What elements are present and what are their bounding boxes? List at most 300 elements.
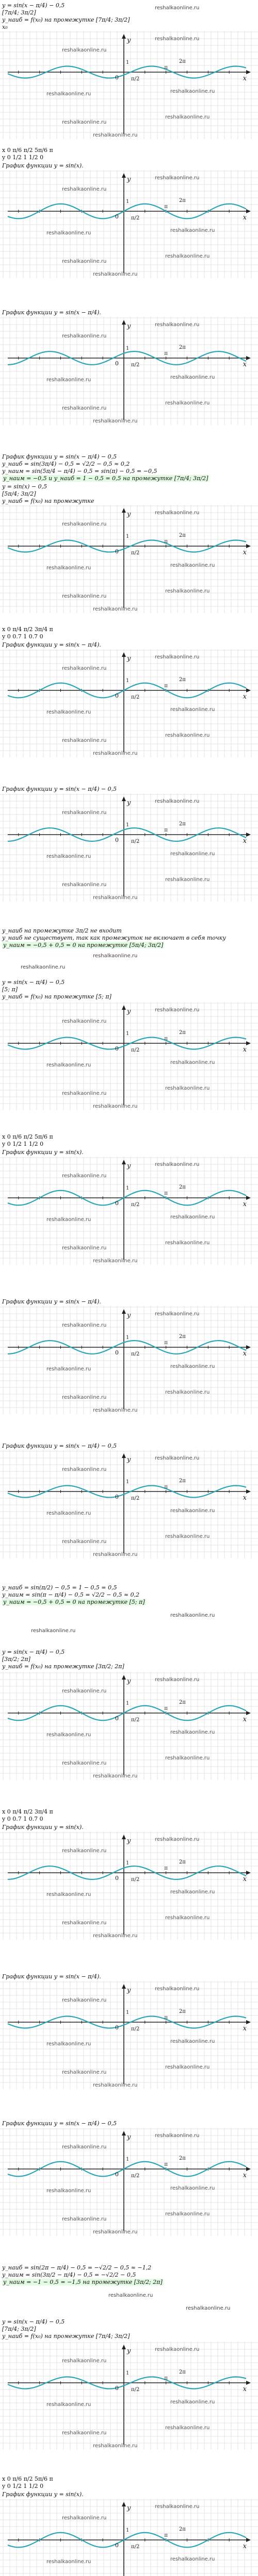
x-axis-arrow [246,2381,251,2385]
watermark: reshalkaonline.ru [170,375,215,380]
grid [0,170,258,278]
answer-line: y_наим = −1 − 0,5 = −1,5 на промежутке [3π/2; 2π] [3,2279,163,2285]
watermark: reshalkaonline.ru [46,565,91,571]
watermark: reshalkaonline.ru [155,1455,200,1461]
y-tick-label: 1 [126,1335,130,1341]
watermark: reshalkaonline.ru [21,964,66,970]
y-axis-label: y [127,1162,131,1170]
origin-label: 0 [115,2542,119,2549]
grid [0,1672,258,1780]
grid [0,1832,258,1940]
y-tick-label: 1 [126,199,130,205]
graph-svg [0,31,258,139]
x-tick-label: π/2 [131,2544,140,2550]
x-tick-label: π [164,1340,168,1346]
x-tick-label: π/2 [131,1351,140,1357]
x-axis-label: x [243,2025,247,2032]
function-graph [0,1157,258,1265]
x-tick-label: 2π [179,1030,186,1036]
y-axis-arrow [122,34,126,39]
y-axis-label: y [127,799,131,807]
function-graph [0,649,258,757]
function-graph [0,170,258,278]
origin-label: 0 [115,1715,119,1722]
note-line: y_наиб на промежутке 3π/2 не входит [2,927,122,934]
origin-label: 0 [115,1875,119,1882]
function-graph [0,2342,258,2450]
x-axis-arrow [246,2167,251,2171]
interval-line: [7π/4; 3π/2] [2,9,36,16]
x-tick-label: 2π [179,1700,186,1705]
watermark: reshalkaonline.ru [155,1986,200,1992]
x-tick-label: 2π [179,2009,186,2014]
watermark: reshalkaonline.ru [62,259,107,264]
x-axis-arrow [246,70,251,74]
watermark: reshalkaonline.ru [46,1511,91,1516]
y-axis-arrow [122,2345,126,2349]
y-axis-arrow [122,652,126,657]
function-graph [0,2128,258,2236]
function-graph [0,1981,258,2089]
function-line: y = sin(x − π/4) − 0,5 [2,2318,65,2325]
watermark: reshalkaonline.ru [62,1245,107,1251]
x-tick-label: 2π [179,677,186,683]
function-graph [0,1002,258,1110]
graph-svg [0,1157,258,1265]
y-axis-label: y [127,323,131,330]
x-tick-label: π/2 [131,1496,140,1501]
watermark: reshalkaonline.ru [62,666,107,671]
graph-svg [0,649,258,757]
x-tick-label: 2π [179,2527,186,2532]
watermark: reshalkaonline.ru [62,1019,107,1024]
watermark: reshalkaonline.ru [155,322,200,328]
x-axis-label: x [243,214,247,222]
graph-caption: График функции y = sin(x − π/4). [2,641,101,648]
x-axis-arrow [246,1041,251,1045]
answer-line: y_наим = −0,5 + 0,5 = 0 на промежутке [5π/4; 3π/2] [3,942,164,948]
watermark: reshalkaonline.ru [62,1760,107,1766]
y-axis-label: y [127,37,131,44]
grid [0,2342,258,2450]
watermark: reshalkaonline.ru [46,2041,91,2047]
value-table-row-x: x 0 π/4 π/2 3π/4 π [2,626,53,633]
x-tick-label: 2π [179,2369,186,2375]
max-value-line: y_наиб = sin(π/2) − 0,5 = 1 − 0,5 = 0,5 [2,1584,117,1591]
x-axis-label: x [243,1046,247,1054]
y-axis-arrow [122,1453,126,1458]
answer-line: y_наим = −0,5 + 0,5 = 0 на промежутке [5; π] [3,1599,145,1605]
watermark: reshalkaonline.ru [62,405,107,411]
grid [0,1306,258,1414]
x-axis-arrow [246,1871,251,1875]
function-graph [0,793,258,902]
x-axis-label: x [243,693,247,701]
x-axis-arrow [246,544,251,548]
origin-label: 0 [115,1494,119,1500]
watermark: reshalkaonline.ru [62,1848,107,1854]
function-graph [0,31,258,139]
x-axis-label: x [243,2543,247,2550]
watermark: reshalkaonline.ru [46,377,91,383]
y-axis-label: y [127,2504,131,2512]
value-table-row-x: x 0 π/6 π/2 5π/6 π [2,2476,53,2482]
graph-svg [0,317,258,425]
watermark: reshalkaonline.ru [62,810,107,816]
max-value-line: y_наиб = sin(3π/4) − 0,5 = √2/2 − 0,5 ≈ 0,2 [2,461,130,467]
x-tick-label: π/2 [131,550,140,556]
watermark: reshalkaonline.ru [93,953,138,959]
x-tick-label: π [164,351,168,357]
value-table-row-y: y 0 0.7 1 0.7 0 [2,633,43,640]
graph-caption: График функции y = sin(x − π/4) − 0,5 [2,786,117,792]
watermark: reshalkaonline.ru [93,1552,138,1557]
x-tick-label: 2π [179,1334,186,1340]
x-axis-label: x [243,2385,247,2393]
watermark: reshalkaonline.ru [170,2556,215,2562]
watermark: reshalkaonline.ru [62,1323,107,1328]
grid [0,649,258,757]
x-tick-label: π/2 [131,76,140,82]
graph-caption: График функции y = sin(x). [2,2491,84,2498]
y-axis-arrow [122,508,126,513]
x-tick-label: 2π [179,2156,186,2161]
function-graph [0,1450,258,1558]
y-axis-arrow [122,1309,126,1314]
y-tick-label: 1 [126,1031,130,1037]
x-tick-label: 2π [179,1478,186,1484]
watermark: reshalkaonline.ru [170,1214,215,1220]
watermark: reshalkaonline.ru [62,1688,107,1694]
value-table-row-y: y 0 1/2 1 1/2 0 [2,154,44,161]
min-value-line: y_наим = sin(π − π/4) − 0,5 = √2/2 − 0,5 ≈ 0,2 [2,1591,140,1598]
watermark: reshalkaonline.ru [62,2070,107,2075]
watermark: reshalkaonline.ru [62,594,107,599]
max-statement-line: y_наиб = f(x₀) на промежутке [3π/2; 2π] [2,1663,124,1670]
y-axis-label: y [127,1677,131,1685]
watermark: reshalkaonline.ru [46,1217,91,1223]
x-axis-arrow [246,1489,251,1494]
watermark: reshalkaonline.ru [170,1730,215,1735]
x-tick-label: π [164,2376,168,2381]
watermark: reshalkaonline.ru [46,854,91,859]
watermark: reshalkaonline.ru [155,2347,200,2352]
watermark: reshalkaonline.ru [170,707,215,713]
grid [0,31,258,139]
function-graph [0,2499,258,2576]
watermark: reshalkaonline.ru [46,91,91,97]
origin-label: 0 [115,360,119,367]
watermark: reshalkaonline.ru [165,2064,210,2070]
watermark: reshalkaonline.ru [46,2188,91,2194]
watermark: reshalkaonline.ru [170,228,215,233]
x-axis-label: x [243,2172,247,2179]
y-tick-label: 1 [126,1479,130,1485]
watermark: reshalkaonline.ru [155,510,200,516]
x-tick-label: π/2 [131,1717,140,1723]
max-value-line: y_наиб = sin(2π − π/4) − 0,5 = −√2/2 − 0,5 ≈ −1,2 [2,2264,152,2271]
y-axis-label: y [127,1987,131,1994]
watermark: reshalkaonline.ru [170,1508,215,1514]
watermark: reshalkaonline.ru [62,187,107,192]
function-graph [0,505,258,613]
watermark: reshalkaonline.ru [93,751,138,756]
x-axis-label: x [243,361,247,368]
grid [0,1981,258,2089]
graph-svg [0,2499,258,2576]
x-tick-label: 2π [179,1184,186,1190]
grid [0,317,258,425]
watermark: reshalkaonline.ru [155,36,200,42]
graph-caption: График функции y = sin(x − π/4) − 0,5 [2,2120,117,2127]
y-axis-arrow [122,1005,126,1010]
y-tick-label: 1 [126,2528,130,2533]
function-line: y = sin(x) − 0,5 [2,483,47,490]
x-tick-label: π [164,204,168,210]
graph-caption: График функции y = sin(x − π/4) − 0,5 [2,453,117,460]
x-axis-label: x [243,1716,247,1723]
watermark: reshalkaonline.ru [170,89,215,94]
watermark: reshalkaonline.ru [62,2216,107,2222]
origin-label: 0 [115,2024,119,2031]
y-axis-label: y [127,1312,131,1319]
watermark: reshalkaonline.ru [108,2293,153,2298]
max-statement-line: y_наиб = f(x₀) на промежутке [7π/4; 3π/2] [2,16,130,23]
watermark: reshalkaonline.ru [155,1162,200,1167]
x-tick-label: π [164,1191,168,1196]
y-axis-arrow [122,796,126,801]
x-tick-label: π [164,2162,168,2167]
graph-svg [0,793,258,902]
watermark: reshalkaonline.ru [46,1892,91,1897]
x-tick-label: π [164,683,168,689]
y-axis-label: y [127,1008,131,1015]
watermark: reshalkaonline.ru [62,1173,107,1179]
y-axis-label: y [127,2133,131,2141]
watermark: reshalkaonline.ru [155,1837,200,1842]
x-tick-label: π [164,1706,168,1711]
graph-svg [0,1981,258,2089]
watermark: reshalkaonline.ru [170,1613,215,1618]
y-tick-label: 1 [126,534,130,539]
answer-line: y_наим = −0,5 и y_наиб = 1 − 0,5 = 0,5 на промежутке [7π/4; 3π/2] [3,475,208,482]
graph-svg [0,505,258,613]
graph-caption: График функции y = sin(x − π/4). [2,1298,101,1305]
y-tick-label: 1 [126,822,130,828]
watermark: reshalkaonline.ru [93,1773,138,1779]
y-axis-arrow [122,320,126,325]
y-tick-label: 1 [126,1701,130,1706]
value-table-row-x: x 0 π/4 π/2 3π/4 π [2,1808,53,1815]
graph-svg [0,2128,258,2236]
function-graph [0,1832,258,1940]
x-axis-arrow [246,2538,251,2542]
watermark: reshalkaonline.ru [170,1060,215,1065]
y-tick-label: 1 [126,1185,130,1191]
x-axis-label: x [243,549,247,556]
watermark: reshalkaonline.ru [170,2185,215,2191]
graph-svg [0,2342,258,2450]
x-axis-arrow [246,1711,251,1715]
origin-label: 0 [115,2171,119,2178]
watermark: reshalkaonline.ru [155,5,200,11]
origin-label: 0 [115,2385,119,2392]
origin-label: 0 [115,1200,119,1207]
watermark: reshalkaonline.ru [155,1007,200,1013]
grid [0,1450,258,1558]
min-value-line: y_наим = sin(5π/4 − π/4) − 0,5 = sin(π) − 0,5 = −0,5 [2,468,157,474]
y-tick-label: 1 [126,2157,130,2162]
y-tick-label: 1 [126,346,130,351]
graph-svg [0,1306,258,1414]
watermark: reshalkaonline.ru [155,1311,200,1317]
watermark: reshalkaonline.ru [155,799,200,804]
y-axis-label: y [127,1456,131,1464]
max-statement-line: y_наиб = f(x₀) на промежутке [5; π] [2,993,111,1000]
watermark: reshalkaonline.ru [155,654,200,660]
watermark: reshalkaonline.ru [62,882,107,888]
watermark: reshalkaonline.ru [170,2039,215,2044]
y-tick-label: 1 [126,2010,130,2015]
y-axis-arrow [122,1160,126,1164]
watermark: reshalkaonline.ru [62,1920,107,1926]
graph-svg [0,1672,258,1780]
watermark: reshalkaonline.ru [31,1628,76,1634]
x-axis-label: x [243,1200,247,1208]
origin-label: 0 [115,692,119,699]
value-table-row-y: y 0 0.7 1 0.7 0 [2,1816,43,1822]
x-axis-label: x [243,1350,247,1358]
x-tick-label: π [164,65,168,71]
function-line: y = sin(x − π/4) − 0,5 [2,979,65,986]
x-axis-arrow [246,209,251,213]
x-axis-label: x [243,1494,247,1502]
watermark: reshalkaonline.ru [165,877,210,883]
origin-label: 0 [115,74,119,81]
x-tick-label: 2π [179,59,186,64]
x-tick-label: π/2 [131,1877,140,1883]
graph-svg [0,1450,258,1558]
x-tick-label: π [164,1036,168,1042]
watermark: reshalkaonline.ru [46,709,91,715]
x-tick-label: π [164,1484,168,1490]
x-tick-label: π/2 [131,2026,140,2032]
x-axis-arrow [246,2020,251,2024]
grid [0,1157,258,1265]
watermark: reshalkaonline.ru [62,1997,107,2003]
x-axis-label: x [243,837,247,845]
watermark: reshalkaonline.ru [93,895,138,901]
function-graph [0,1306,258,1414]
watermark: reshalkaonline.ru [93,1104,138,1109]
x-tick-label: π/2 [131,215,140,221]
watermark: reshalkaonline.ru [62,2144,107,2150]
watermark: reshalkaonline.ru [93,272,138,277]
watermark: reshalkaonline.ru [155,1677,200,1683]
grid [0,1002,258,1110]
y-axis-label: y [127,655,131,663]
x-tick-label: π/2 [131,839,140,844]
value-table-row-x: x 0 π/6 π/2 5π/6 π [2,1133,53,1140]
watermark: reshalkaonline.ru [165,114,210,120]
watermark: reshalkaonline.ru [93,2229,138,2235]
y-tick-label: 1 [126,60,130,65]
watermark: reshalkaonline.ru [62,1467,107,1472]
max-statement-line: y_наиб = f(x₀) на промежутке [2,498,94,504]
watermark: reshalkaonline.ru [46,1732,91,1738]
watermark: reshalkaonline.ru [62,1395,107,1400]
watermark: reshalkaonline.ru [62,333,107,339]
watermark: reshalkaonline.ru [62,2358,107,2364]
watermark: reshalkaonline.ru [170,851,215,857]
max-statement-line: y_наиб = f(x₀) на промежутке [7π/4; 3π/2] [2,2333,130,2340]
graph-caption: График функции y = sin(x − π/4). [2,1973,101,1980]
min-value-line: y_наим = sin(3π/2 − π/4) − 0,5 = −√2/2 − 0,5 [2,2272,136,2278]
value-table-row-y: y 0 1/2 1 1/2 0 [2,1141,44,1147]
y-axis-arrow [122,173,126,178]
watermark: reshalkaonline.ru [46,1062,91,1068]
watermark: reshalkaonline.ru [46,2559,91,2565]
watermark: reshalkaonline.ru [165,253,210,259]
watermark: reshalkaonline.ru [93,1408,138,1413]
x-tick-label: 2π [179,198,186,204]
function-graph [0,1672,258,1780]
watermark: reshalkaonline.ru [62,2430,107,2436]
x-tick-label: π/2 [131,2387,140,2393]
watermark: reshalkaonline.ru [165,1086,210,1091]
x-axis-label: x [243,75,247,82]
x-tick-label: π [164,539,168,545]
watermark: reshalkaonline.ru [93,1258,138,1264]
y-axis-arrow [122,1675,126,1680]
watermark: reshalkaonline.ru [165,2211,210,2217]
watermark: reshalkaonline.ru [62,47,107,53]
watermark: reshalkaonline.ru [93,2082,138,2088]
y-axis-arrow [122,1984,126,1989]
x0-line: x₀ [2,24,8,30]
x-tick-label: π [164,827,168,833]
x-tick-label: 2π [179,533,186,538]
x-tick-label: π/2 [131,362,140,368]
origin-label: 0 [115,837,119,843]
watermark: reshalkaonline.ru [93,2443,138,2449]
x-axis-arrow [246,1196,251,1200]
watermark: reshalkaonline.ru [46,1366,91,1372]
watermark: reshalkaonline.ru [165,1240,210,1246]
watermark: reshalkaonline.ru [93,132,138,138]
watermark: reshalkaonline.ru [62,521,107,527]
x-axis-arrow [246,1345,251,1349]
watermark: reshalkaonline.ru [165,1915,210,1921]
y-tick-label: 1 [126,2370,130,2376]
y-axis-arrow [122,1835,126,1839]
y-tick-label: 1 [126,678,130,684]
x-tick-label: π [164,1866,168,1871]
y-tick-label: 1 [126,1860,130,1866]
origin-label: 0 [115,1045,119,1052]
watermark: reshalkaonline.ru [170,1364,215,1369]
graph-caption: График функции y = sin(x). [2,1824,84,1831]
watermark: reshalkaonline.ru [93,418,138,424]
watermark: reshalkaonline.ru [93,1933,138,1939]
graph-caption: График функции y = sin(x). [2,1149,84,1156]
x-axis-arrow [246,688,251,692]
x-tick-label: π/2 [131,694,140,700]
note-line: y_наиб не существует, так как промежуток не включает в себя точку [2,935,226,941]
x-axis-arrow [246,833,251,837]
watermark: reshalkaonline.ru [165,733,210,738]
watermark: reshalkaonline.ru [165,588,210,594]
